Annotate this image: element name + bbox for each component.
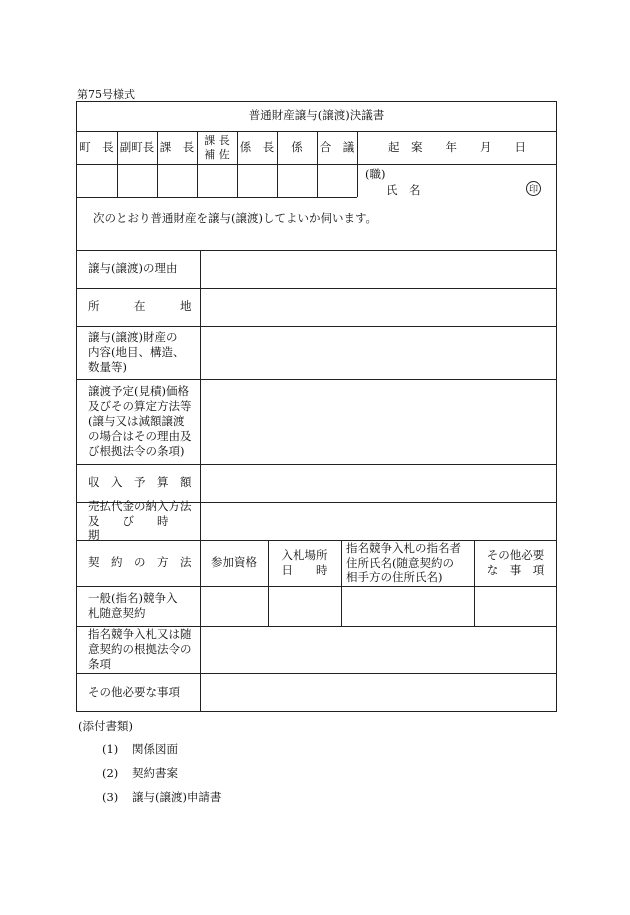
form-title: 普通財産譲与(譲渡)決議書 (248, 108, 385, 123)
attachment-label: 譲与(譲渡)申請書 (131, 790, 222, 804)
col-other-required: その他必要 な 事 項 (486, 548, 545, 577)
approval-header-mayor: 町 長 (79, 139, 114, 154)
col-nominees: 指名競争入札の指名者 住所氏名(随意契約の 相手方の住所氏名) (346, 540, 461, 585)
label-reason: 譲与(譲渡)の理由 (88, 261, 178, 276)
name-label: 氏 名 (386, 183, 421, 197)
draft-date-label: 起 案 年 月 日 (388, 139, 526, 154)
attachment-number: (2) (102, 766, 119, 780)
attachment-number: (3) (102, 790, 119, 804)
attachment-label: 契約書案 (131, 766, 178, 780)
col-bid-place-date: 入札場所 日 時 (281, 548, 328, 577)
label-payment: 売払代金の納入方法 及 び 時 期 (88, 498, 192, 543)
label-property-contents: 譲与(譲渡)財産の 内容(地目、構造、 数量等) (88, 330, 185, 374)
label-legal-basis: 指名競争入札又は随 意契約の根拠法令の 条項 (88, 627, 192, 671)
approval-header-deputy-mayor: 副町長 (119, 139, 155, 154)
attachment-item (102, 741, 178, 757)
attachment-number: (1) (102, 742, 119, 756)
approval-header-staff: 係 (291, 139, 303, 154)
form-number: 第75号様式 (77, 88, 135, 101)
attachment-label: 関係図面 (131, 742, 178, 756)
approval-header-consultation: 合 議 (319, 139, 355, 154)
approval-header-assistant-chief: 課 長 補 佐 (204, 134, 230, 161)
job-title-label: (職) (365, 167, 386, 181)
attachment-item (102, 789, 221, 805)
seal-mark: 印 (526, 181, 541, 196)
request-text: 次のとおり普通財産を譲与(譲渡)してよいか伺います。 (93, 211, 378, 225)
approval-header-section-chief: 課 長 (159, 139, 195, 154)
attachment-item (102, 765, 178, 781)
label-other-matters: その他必要な事項 (88, 684, 180, 699)
contract-method-value: 一般(指名)競争入 札随意契約 (88, 591, 178, 620)
attachments-heading: (添付書類) (78, 719, 133, 733)
label-location: 所 在 地 (88, 299, 192, 314)
label-revenue: 収 入 予 算 額 (88, 475, 192, 490)
col-qualification: 参加資格 (211, 555, 257, 570)
label-contract-method: 契 約 の 方 法 (88, 555, 192, 570)
label-price: 譲渡予定(見積)価格 及びその算定方法等 (譲与又は減額譲渡 の場合はその理由及 び根拠法令の条項) (88, 384, 192, 458)
approval-header-unit-chief: 係 長 (239, 139, 275, 154)
